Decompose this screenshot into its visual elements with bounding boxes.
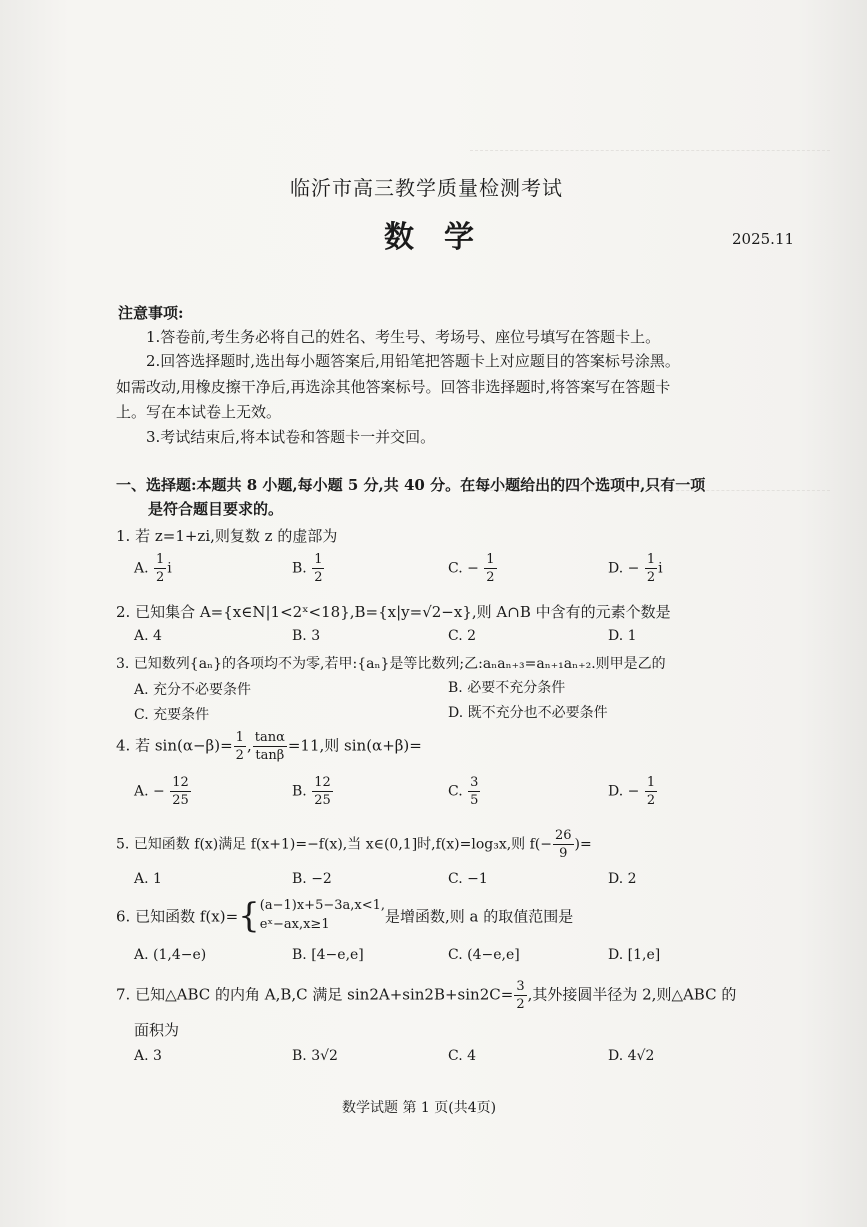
question-6-option-c: C. (4−e,e] [448,947,520,963]
question-7-option-c: C. 4 [448,1048,477,1064]
question-5-option-c: C. −1 [448,871,488,887]
notice-item-2-line-2: 如需改动,用橡皮擦干净后,再选涂其他答案标号。回答非选择题时,将答案写在答题卡 [116,378,671,396]
notice-item-1: 1.答卷前,考生务必将自己的姓名、考生号、考场号、座位号填写在答题卡上。 [146,328,661,346]
question-7-option-a: A. 3 [134,1048,162,1064]
piecewise-brace: { [238,895,260,936]
question-1-option-b: B. $\frac{1}{2}$ [292,552,323,585]
question-2-option-b: B. 3 [292,628,321,644]
question-3-option-b: B. 必要不充分条件 [448,680,566,696]
question-5-option-a: A. 1 [134,871,162,887]
question-7-option-d: D. 4√2 [608,1048,655,1064]
question-1-stem: 1. 若 z=1+zi,则复数 z 的虚部为 [116,527,338,545]
question-5-option-b: B. −2 [292,871,332,887]
question-1-option-d: D. − $\frac{1}{2}$ i [608,552,663,585]
question-4-stem: 4. 若 sin(α−β)= $\frac{1}{2}$ , $\frac{\tan\alpha}{\tan\beta}$ =11,则 sin(α+β)= [116,730,422,763]
notice-heading: 注意事项: [118,304,184,322]
exam-date: 2025.11 [732,230,795,248]
question-4-option-b: B. $\frac{12}{25}$ [292,775,331,808]
question-4-option-d: D. − $\frac{1}{2}$ [608,775,656,808]
question-3-stem: 3. 已知数列{aₙ}的各项均不为零,若甲:{aₙ}是等比数列;乙:aₙaₙ₊₃=aₙ₊₁aₙ₊₂.则甲是乙的 [116,656,666,672]
question-2-option-a: A. 4 [134,628,162,644]
exam-title: 临沂市高三教学质量检测考试 [290,176,563,200]
subject-title: 数学 [384,220,504,255]
question-6-option-a: A. (1,4−e) [134,947,207,963]
notice-item-2-line-3: 上。写在本试卷上无效。 [116,403,282,421]
question-6-stem: 6. 已知函数 f(x)={ (a−1)x+5−3a,x<1, eˣ−ax,x≥1 是增函数,则 a 的取值范围是 [116,895,574,936]
question-2-stem: 2. 已知集合 A={x∈N|1<2ˣ<18},B={x|y=√2−x},则 A∩B 中含有的元素个数是 [116,603,671,621]
question-3-option-c: C. 充要条件 [134,707,210,723]
question-7-stem: 7. 已知△ABC 的内角 A,B,C 满足 sin2A+sin2B+sin2C= $\frac{3}{2}$ ,其外接圆半径为 2,则△ABC 的 [116,979,737,1012]
question-7-option-b: B. 3√2 [292,1048,338,1064]
section-1-heading-line-2: 是符合题目要求的。 [148,500,284,518]
question-2-option-d: D. 1 [608,628,637,644]
page-footer: 数学试题 第 1 页(共4页) [342,1100,497,1116]
question-6-option-d: D. [1,e] [608,947,661,963]
question-1-option-c: C. − $\frac{1}{2}$ [448,552,495,585]
question-1-option-a: A. $\frac{1}{2}$ i [134,552,172,585]
question-6-option-b: B. [4−e,e] [292,947,364,963]
question-4-option-c: C. $\frac{3}{5}$ [448,775,479,808]
notice-item-2-line-1: 2.回答选择题时,选出每小题答案后,用铅笔把答题卡上对应题目的答案标号涂黑。 [146,352,680,370]
question-3-option-d: D. 既不充分也不必要条件 [448,705,608,721]
question-5-stem: 5. 已知函数 f(x)满足 f(x+1)=−f(x),当 x∈(0,1]时,f(x)=log₃x,则 f(− $\frac{26}{9}$ )= [116,828,592,861]
section-1-heading-line-1: 一、选择题:本题共 8 小题,每小题 5 分,共 40 分。在每小题给出的四个选项中,只有一项 [116,476,706,494]
notice-item-3: 3.考试结束后,将本试卷和答题卡一并交回。 [146,428,436,446]
question-7-stem-line-2: 面积为 [134,1021,180,1039]
question-3-option-a: A. 充分不必要条件 [134,682,252,698]
question-4-option-a: A. − $\frac{12}{25}$ [134,775,189,808]
question-5-option-d: D. 2 [608,871,637,887]
question-2-option-c: C. 2 [448,628,477,644]
